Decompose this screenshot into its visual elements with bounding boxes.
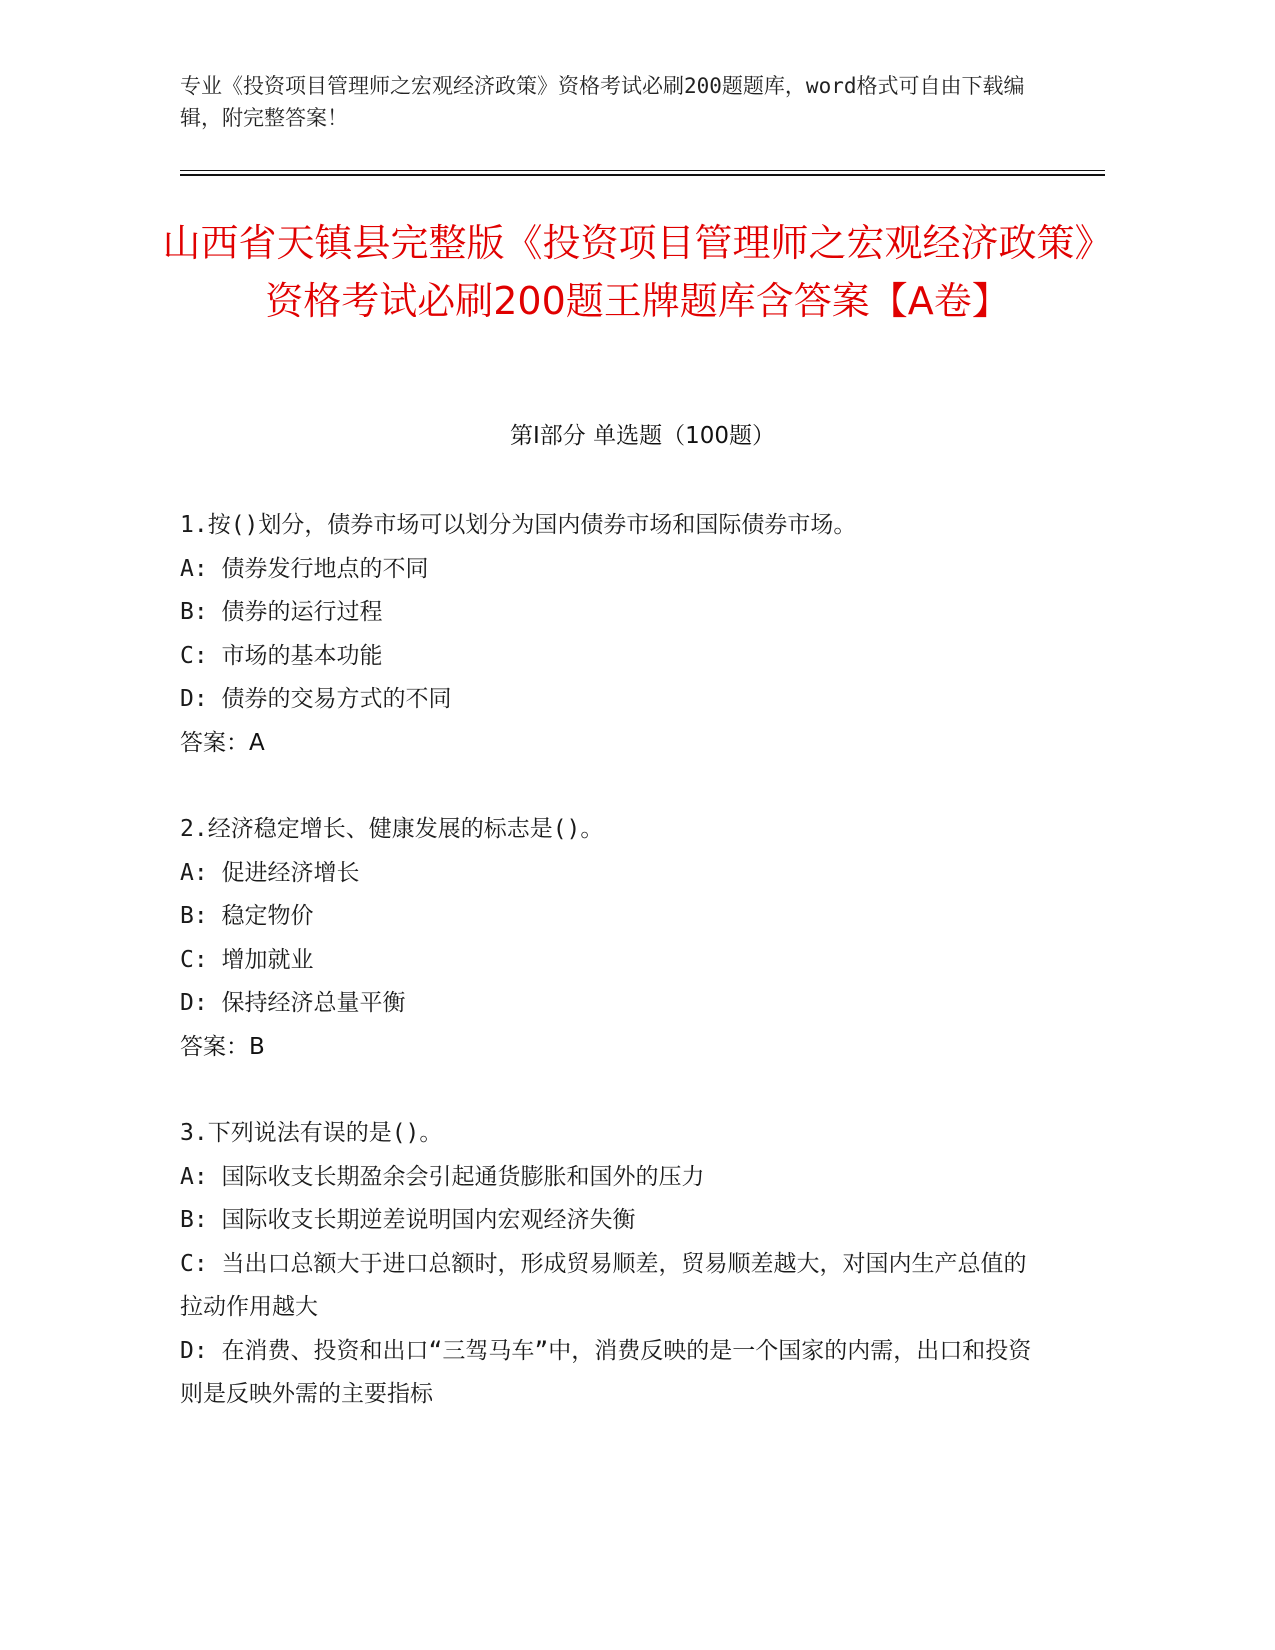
option-d: D: 在消费、投资和出口“三驾马车”中，消费反映的是一个国家的内需，出口和投资则是反映外需的主要指标 [180, 1337, 1032, 1407]
header-divider-thin [180, 170, 1105, 171]
answer-label: 答案：A [180, 729, 265, 756]
option-a: A: 促进经济增长 [180, 859, 360, 886]
option-d: D: 债券的交易方式的不同 [180, 686, 452, 712]
question-list [180, 504, 1040, 1460]
question-stem: 2.经济稳定增长、健康发展的标志是()。 [180, 816, 604, 842]
document-title: 山西省天镇县完整版《投资项目管理师之宏观经济政策》资格考试必刷200题王牌题库含答案【A卷】 [162, 221, 1113, 323]
option-b: B: 稳定物价 [180, 903, 314, 929]
question-1 [180, 504, 1040, 765]
option-a: A: 债券发行地点的不同 [180, 555, 429, 582]
option-c: C: 市场的基本功能 [180, 642, 383, 669]
question-stem: 3.下列说法有误的是()。 [180, 1120, 443, 1146]
option-a: A: 国际收支长期盈余会引起通货膨胀和国外的压力 [180, 1163, 705, 1190]
question-2 [180, 808, 1040, 1069]
option-d: D: 保持经济总量平衡 [180, 990, 406, 1016]
option-b: B: 债券的运行过程 [180, 599, 383, 625]
option-b: B: 国际收支长期逆差说明国内宏观经济失衡 [180, 1207, 636, 1233]
header-divider-thick [180, 174, 1105, 176]
option-c: C: 增加就业 [180, 946, 314, 973]
section-heading: 第I部分 单选题（100题） [510, 423, 775, 449]
option-c: C: 当出口总额大于进口总额时，形成贸易顺差，贸易顺差越大，对国内生产总值的拉动作用越大 [180, 1250, 1027, 1320]
question-3 [180, 1112, 1040, 1417]
header-note: 专业《投资项目管理师之宏观经济政策》资格考试必刷200题题库，word格式可自由下载编辑，附完整答案！ [180, 74, 1025, 130]
question-stem: 1.按()划分，债券市场可以划分为国内债券市场和国际债券市场。 [180, 512, 857, 538]
answer-label: 答案：B [180, 1033, 265, 1060]
